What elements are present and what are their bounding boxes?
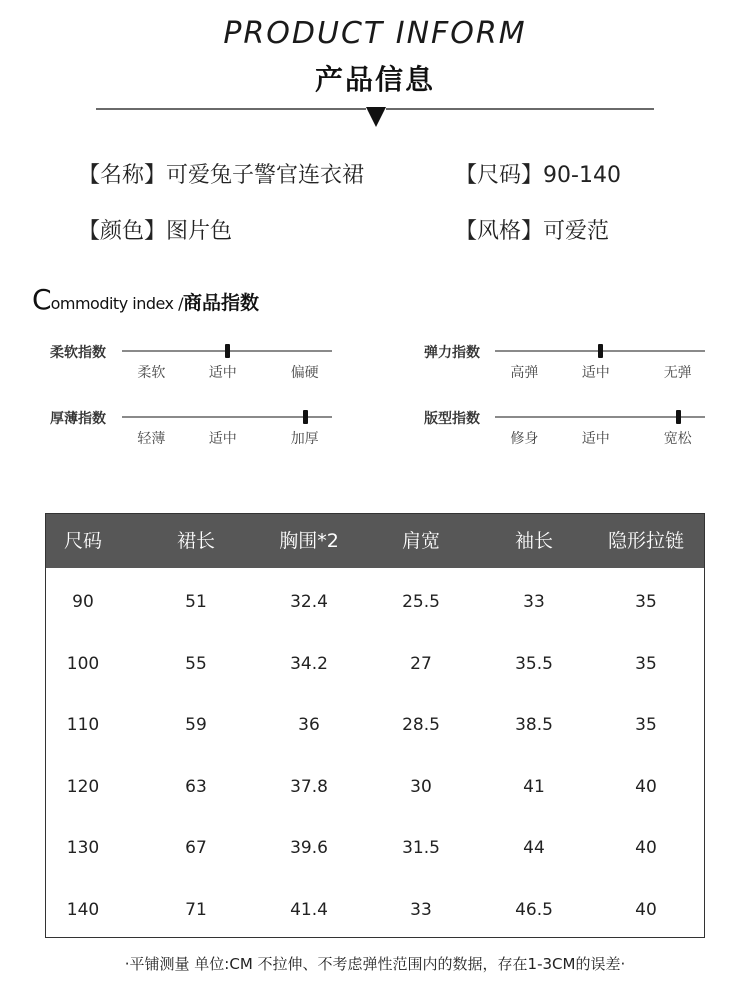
info-size-key: 【尺码】 [455, 163, 544, 188]
table-cell: 33 [410, 899, 432, 920]
table-cell: 100 [66, 653, 100, 674]
table-cell: 37.8 [290, 776, 328, 797]
info-color [78, 214, 232, 245]
table-cell: 41.4 [290, 899, 328, 920]
table-cell: 39.6 [290, 838, 328, 858]
index-track [122, 416, 332, 418]
index-option: 偏硬 [290, 365, 319, 381]
table-cell: 51 [185, 592, 207, 612]
index-option: 适中 [581, 431, 610, 447]
table-cell: 35 [635, 592, 657, 612]
info-name-key: 【名称】 [78, 163, 167, 188]
commodity-index-title-c: C [32, 283, 51, 316]
index-marker [225, 344, 230, 358]
size-table [45, 513, 705, 938]
table-cell: 59 [185, 715, 207, 735]
index-option: 无弹 [663, 365, 692, 381]
table-cell: 40 [635, 838, 657, 858]
index-track [495, 416, 705, 418]
index-option: 高弹 [510, 365, 539, 381]
commodity-index-title-cn: 商品指数 [183, 292, 260, 314]
info-style [455, 214, 609, 245]
header-divider-left [96, 108, 366, 110]
table-header-cell: 尺码 [63, 530, 103, 552]
info-size-value: 90-140 [543, 163, 621, 188]
table-header-cell: 袖长 [514, 530, 554, 552]
table-cell: 30 [410, 776, 432, 797]
table-cell: 55 [185, 653, 207, 674]
commodity-index-title [32, 283, 259, 316]
table-cell: 31.5 [402, 838, 440, 858]
title-english: PRODUCT INFORM [223, 16, 527, 51]
table-cell: 130 [66, 838, 100, 858]
table-cell: 35 [635, 653, 657, 674]
index-label: 柔软指数 [50, 345, 106, 361]
table-cell: 120 [66, 776, 100, 797]
info-style-value: 可爱范 [543, 219, 610, 244]
table-header-cell: 隐形拉链 [607, 530, 685, 552]
index-label: 版型指数 [424, 411, 480, 427]
info-style-key: 【风格】 [455, 219, 544, 244]
down-triangle-icon [366, 107, 386, 127]
index-marker [676, 410, 681, 424]
index-marker [598, 344, 603, 358]
table-header-cell: 裙长 [176, 530, 216, 552]
table-row [46, 514, 704, 937]
table-cell: 46.5 [515, 899, 553, 920]
info-name [78, 158, 364, 189]
index-option: 轻薄 [137, 431, 166, 447]
commodity-index-title-en: ommodity index / [50, 294, 183, 313]
measurement-note: ·平铺测量 单位:CM 不拉伸、不考虑弹性范围内的数据，存在1-3CM的误差· [124, 955, 626, 973]
index-marker [303, 410, 308, 424]
table-cell: 40 [635, 776, 657, 797]
table-cell: 63 [185, 776, 207, 797]
table-cell: 28.5 [402, 715, 440, 735]
index-option: 柔软 [137, 365, 166, 381]
info-size [455, 158, 621, 189]
index-option: 加厚 [290, 431, 319, 447]
table-cell: 33 [523, 592, 545, 612]
table-cell: 35 [635, 715, 657, 735]
table-cell: 38.5 [515, 715, 553, 735]
table-cell: 41 [523, 776, 545, 797]
table-cell: 110 [66, 715, 100, 735]
info-name-value: 可爱兔子警官连衣裙 [166, 163, 365, 188]
index-option: 宽松 [663, 431, 692, 447]
title-chinese: 产品信息 [314, 63, 435, 96]
table-cell: 40 [635, 899, 657, 920]
table-cell: 67 [185, 838, 207, 858]
table-cell: 140 [66, 899, 100, 920]
table-header-cell: 胸围*2 [279, 530, 339, 552]
table-cell: 90 [72, 592, 94, 612]
index-option: 适中 [208, 431, 237, 447]
table-cell: 36 [298, 715, 320, 735]
index-option: 适中 [208, 365, 237, 381]
table-cell: 34.2 [290, 653, 328, 674]
index-label: 厚薄指数 [50, 411, 106, 427]
index-option: 修身 [510, 431, 539, 447]
index-label: 弹力指数 [424, 345, 480, 361]
info-color-value: 图片色 [166, 219, 233, 244]
header-divider-right [386, 108, 654, 110]
table-cell: 35.5 [515, 653, 553, 674]
table-cell: 25.5 [402, 592, 440, 612]
table-cell: 71 [185, 899, 207, 920]
table-cell: 32.4 [290, 592, 328, 612]
table-cell: 44 [523, 838, 545, 858]
table-cell: 27 [410, 653, 432, 674]
index-option: 适中 [581, 365, 610, 381]
table-header-cell: 肩宽 [401, 530, 441, 552]
info-color-key: 【颜色】 [78, 219, 167, 244]
